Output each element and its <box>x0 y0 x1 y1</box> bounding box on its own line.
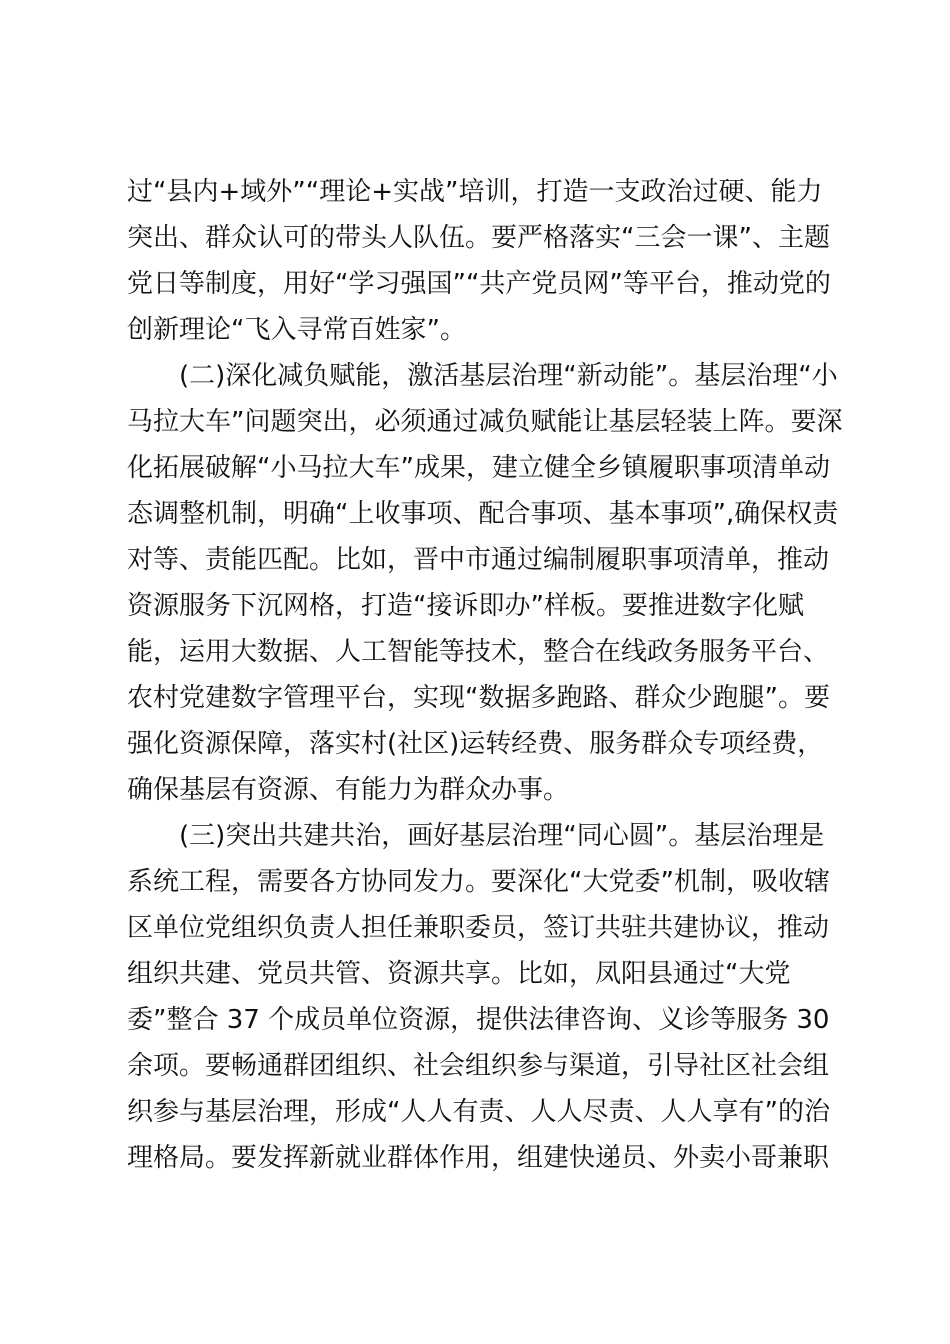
text-line: 余项。要畅通群团组织、社会组织参与渠道，引导社区社会组 <box>127 1051 830 1081</box>
text-line: 突出、群众认可的带头人队伍。要严格落实“三会一课”、主题 <box>127 223 830 253</box>
text-line: 组织共建、党员共管、资源共享。比如，凤阳县通过“大党 <box>127 959 791 989</box>
text-line: 区单位党组织负责人担任兼职委员，签订共驻共建协议，推动 <box>127 913 830 943</box>
text-line: 农村党建数字管理平台，实现“数据多跑路、群众少跑腿”。要 <box>127 683 830 713</box>
text-line: 对等、责能匹配。比如，晋中市通过编制履职事项清单，推动 <box>127 545 830 575</box>
text-line: 态调整机制，明确“上收事项、配合事项、基本事项”,确保权责 <box>127 499 839 529</box>
text-line: 确保基层有资源、有能力为群众办事。 <box>127 775 570 805</box>
text-line: 过“县内+域外”“理论+实战”培训，打造一支政治过硬、能力 <box>127 177 823 207</box>
text-line: 系统工程，需要各方协同发力。要深化“大党委”机制，吸收辖 <box>127 867 830 897</box>
text-line: 理格局。要发挥新就业群体作用，组建快递员、外卖小哥兼职 <box>127 1143 830 1173</box>
text-line: 委”整合 37 个成员单位资源，提供法律咨询、义诊等服务 30 <box>127 1005 830 1035</box>
text-line: 织参与基层治理，形成“人人有责、人人尽责、人人享有”的治 <box>127 1097 830 1127</box>
text-line: 化拓展破解“小马拉大车”成果，建立健全乡镇履职事项清单动 <box>127 453 830 483</box>
text-line: (二)深化减负赋能，激活基层治理“新动能”。基层治理“小 <box>179 361 838 391</box>
text-line: 能，运用大数据、人工智能等技术，整合在线政务服务平台、 <box>127 637 830 667</box>
text-line: 强化资源保障，落实村(社区)运转经费、服务群众专项经费， <box>127 729 824 759</box>
text-line: 马拉大车”问题突出，必须通过减负赋能让基层轻装上阵。要深 <box>127 407 843 437</box>
text-line: 创新理论“飞入寻常百姓家”。 <box>127 315 466 345</box>
text-line: 党日等制度，用好“学习强国”“共产党员网”等平台，推动党的 <box>127 269 831 299</box>
text-line: 资源服务下沉网格，打造“接诉即办”样板。要推进数字化赋 <box>127 591 804 621</box>
text-line: (三)突出共建共治，画好基层治理“同心圆”。基层治理是 <box>179 821 825 851</box>
